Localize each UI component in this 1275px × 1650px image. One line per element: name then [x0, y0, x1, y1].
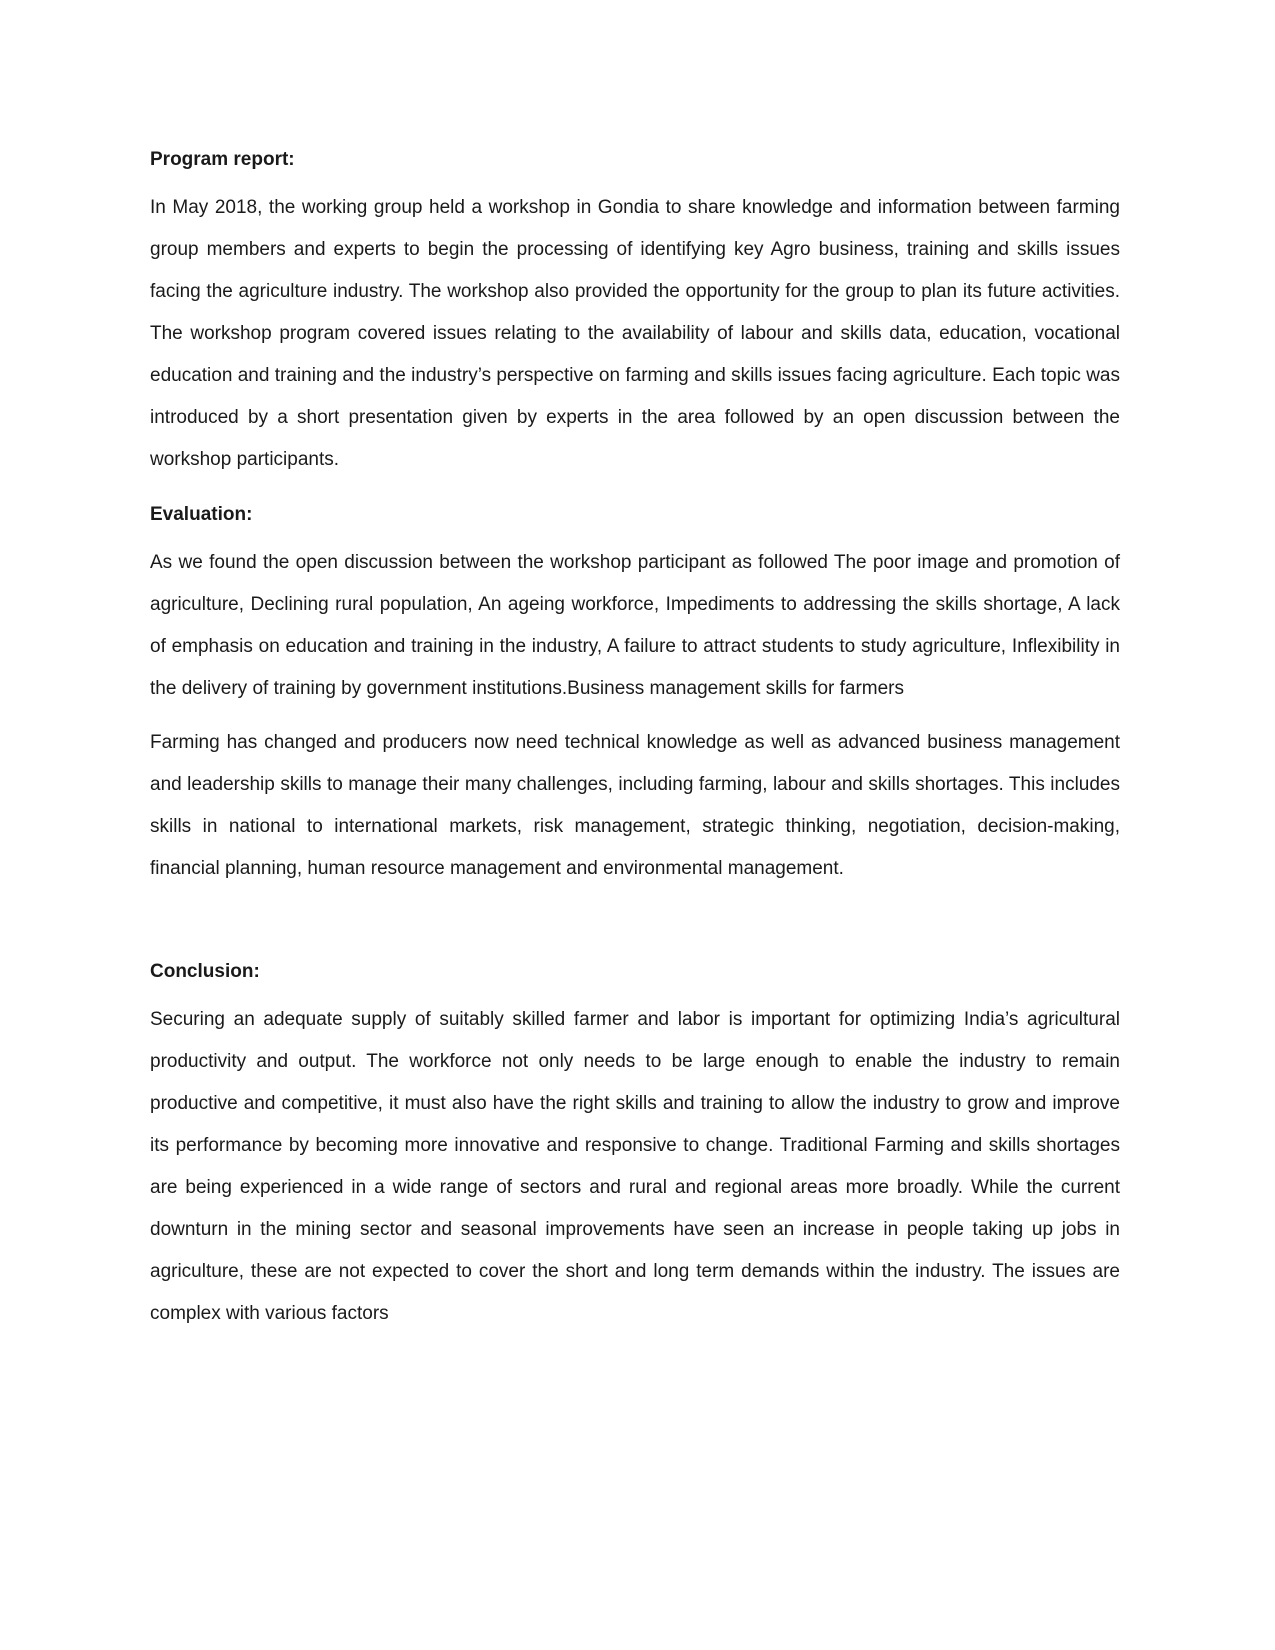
evaluation-paragraph-1: As we found the open discussion between the workshop participant as followed The poor image and promotion of agriculture, Declining rural population, An ageing workforce, Impediments to addressing the skills shortage, A lack of emphasis on education and training in the industry, A failure to attract students to study agriculture, Inflexibility in the delivery of training by government institutions.Business management skills for farmers: [150, 552, 1120, 699]
section-spacer: [150, 481, 1120, 501]
document-body: [150, 146, 1120, 1335]
program-report-paragraph: In May 2018, the working group held a workshop in Gondia to share knowledge and information between farming group members and experts to begin the processing of identifying key Agro business, training and skills issues facing the agriculture industry. The workshop also provided the opportunity for the group to plan its future activities. The workshop program covered issues relating to the availability of labour and skills data, education, vocational education and training and the industry’s perspective on farming and skills issues facing agriculture. Each topic was introduced by a short presentation given by experts in the area followed by an open discussion between the workshop participants.: [150, 197, 1120, 470]
conclusion-heading: Conclusion:: [150, 961, 260, 982]
evaluation-heading: Evaluation:: [150, 504, 253, 525]
evaluation-paragraph-2: Farming has changed and producers now need technical knowledge as well as advanced business management and leadership skills to manage their many challenges, including farming, labour and skills shortages. This includes skills in national to international markets, risk management, strategic thinking, negotiation, decision-making, financial planning, human resource management and environmental management.: [150, 732, 1120, 879]
section-spacer-large: [150, 890, 1120, 958]
conclusion-paragraph: Securing an adequate supply of suitably skilled farmer and labor is important for optimizing India’s agricultural productivity and output. The workforce not only needs to be large enough to enable the industry to remain productive and competitive, it must also have the right skills and training to allow the industry to grow and improve its performance by becoming more innovative and responsive to change. Traditional Farming and skills shortages are being experienced in a wide range of sectors and rural and regional areas more broadly. While the current downturn in the mining sector and seasonal improvements have seen an increase in people taking up jobs in agriculture, these are not expected to cover the short and long term demands within the industry. The issues are complex with various factors: [150, 1009, 1120, 1324]
paragraph-spacer: [150, 710, 1120, 722]
program-report-heading: Program report:: [150, 149, 295, 170]
